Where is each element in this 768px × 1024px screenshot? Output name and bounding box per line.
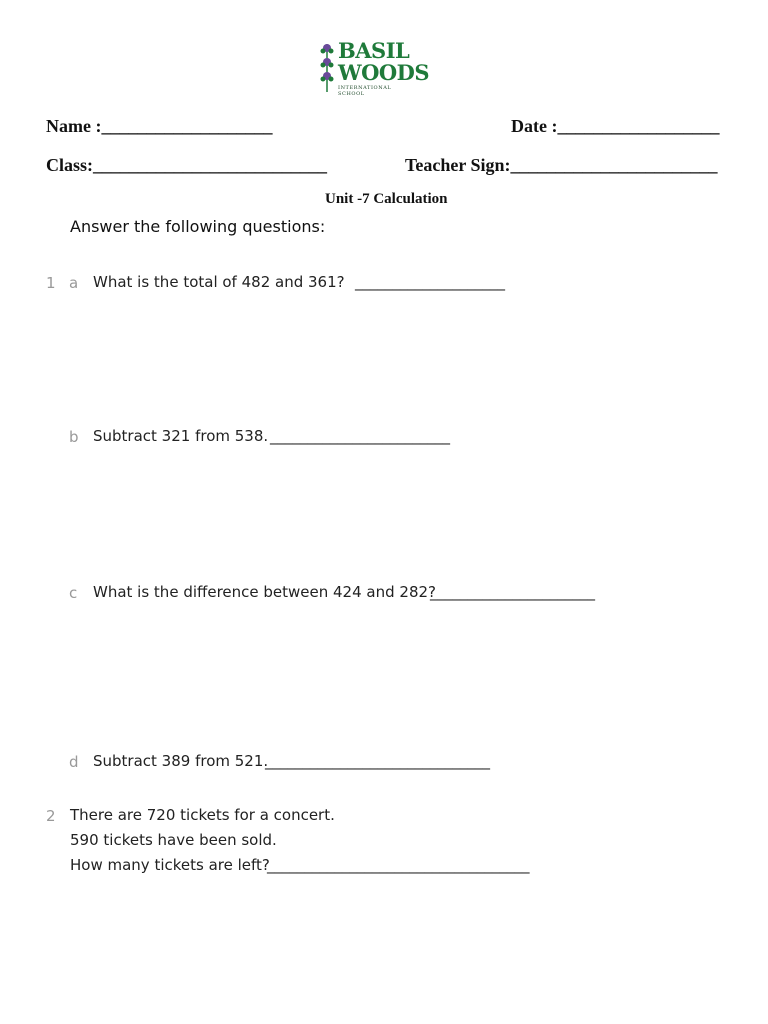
teacher-sign-field[interactable]: Teacher Sign:_______________________ bbox=[405, 155, 718, 175]
date-field[interactable]: Date :__________________ bbox=[511, 116, 720, 136]
question-text: There are 720 tickets for a concert. bbox=[70, 806, 335, 824]
question-letter: d bbox=[69, 753, 79, 771]
worksheet-title: Unit -7 Calculation bbox=[325, 191, 448, 207]
question-letter: a bbox=[69, 274, 79, 292]
question-text: What is the difference between 424 and 282? bbox=[93, 583, 436, 601]
answer-blank[interactable]: ______________________ bbox=[430, 583, 595, 601]
question-text: What is the total of 482 and 361? bbox=[93, 273, 345, 291]
instructions: Answer the following questions: bbox=[70, 217, 326, 236]
answer-blank[interactable]: ______________________________ bbox=[265, 752, 490, 770]
class-field[interactable]: Class:__________________________ bbox=[46, 155, 328, 175]
logo-line-1: BASIL bbox=[338, 38, 410, 63]
flower-stack-icon bbox=[318, 42, 336, 92]
answer-blank[interactable]: ___________________________________ bbox=[267, 856, 530, 874]
question-text: 590 tickets have been sold. bbox=[70, 831, 277, 849]
question-number: 1 bbox=[46, 274, 56, 292]
logo-subline: INTERNATIONAL SCHOOL bbox=[338, 85, 392, 97]
name-field[interactable]: Name :___________________ bbox=[46, 116, 273, 136]
question-letter: b bbox=[69, 428, 79, 446]
logo-wordmark bbox=[338, 40, 429, 84]
logo-line-2: WOODS bbox=[338, 60, 430, 85]
question-text: How many tickets are left? bbox=[70, 856, 270, 874]
question-text: Subtract 389 from 521. bbox=[93, 752, 269, 770]
question-text: Subtract 321 from 538. bbox=[93, 427, 269, 445]
school-logo bbox=[318, 38, 430, 97]
question-number: 2 bbox=[46, 807, 56, 825]
answer-blank[interactable]: ________________________ bbox=[270, 427, 450, 445]
question-letter: c bbox=[69, 584, 78, 602]
answer-blank[interactable]: ____________________ bbox=[355, 273, 505, 291]
